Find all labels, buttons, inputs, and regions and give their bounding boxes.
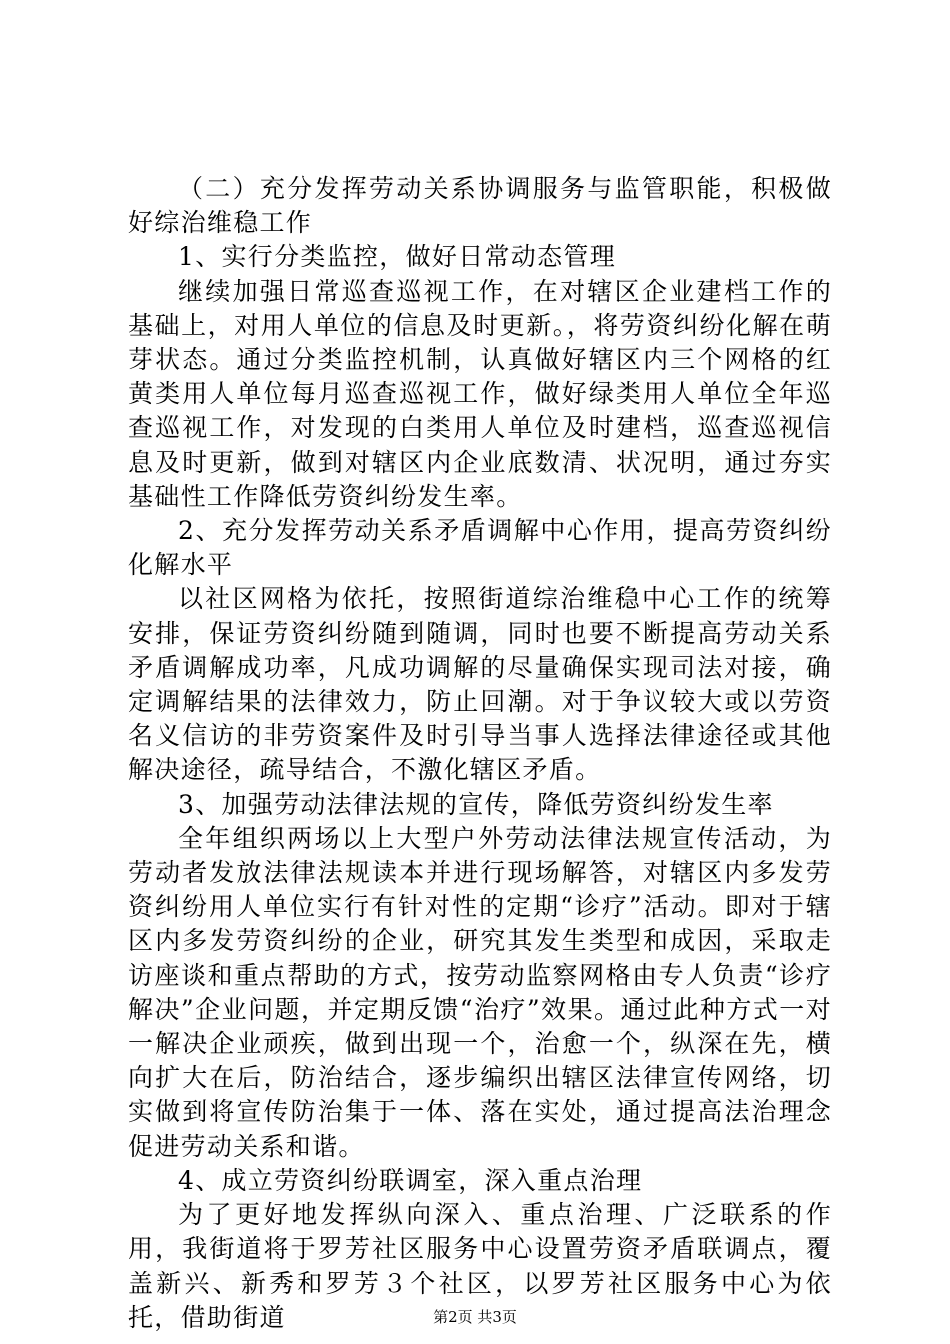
body-paragraph: 全年组织两场以上大型户外劳动法律法规宣传活动，为劳动者发放法律法规读本并进行现场解答，对辖区内多发劳资纠纷用人单位实行有针对性的定期“诊疗”活动。即对于辖区内多发劳资纠纷的企业，研究其发生类型和成因，采取走访座谈和重点帮助的方式，按劳动监察网格由专人负责“诊疗解决”企业问题，并定期反馈“治疗”效果。通过此种方式一对一解决企业顽疾，做到出现一个，治愈一个，纵深在先，横向扩大在后，防治结合，逐步编织出辖区法律宣传网络，切实做到将宣传防治集于一体、落在实处，通过提高法治理念促进劳动关系和谐。: [128, 823, 832, 1161]
body-paragraph: 继续加强日常巡查巡视工作，在对辖区企业建档工作的基础上，对用人单位的信息及时更新。，将劳资纠纷化解在萌芽状态。通过分类监控机制，认真做好辖区内三个网格的红黄类用人单位每月巡查巡视工作，做好绿类用人单位全年巡查巡视工作，对发现的白类用人单位及时建档，巡查巡视信息及时更新，做到对辖区内企业底数清、状况明，通过夯实基础性工作降低劳资纠纷发生率。: [128, 276, 832, 511]
body-paragraph: 以社区网格为依托，按照街道综治维稳中心工作的统筹安排，保证劳资纠纷随到随调，同时也要不断提高劳动关系矛盾调解成功率，凡成功调解的尽量确保实现司法对接，确定调解结果的法律效力，防止回潮。对于争议较大或以劳资名义信访的非劳资案件及时引导当事人选择法律途径或其他解决途径，疏导结合，不激化辖区矛盾。: [128, 584, 832, 785]
body-paragraph: 为了更好地发挥纵向深入、重点治理、广泛联系的作用，我街道将于罗芳社区服务中心设置劳资矛盾联调点，覆盖新兴、新秀和罗芳３个社区，以罗芳社区服务中心为依托，借助街道: [128, 1200, 832, 1332]
item-heading: 1、实行分类监控，做好日常动态管理: [178, 242, 617, 272]
section-heading: （二）充分发挥劳动关系协调服务与监管职能，积极做好综治维稳工作: [128, 174, 832, 238]
item-heading: 3、加强劳动法律法规的宣传，降低劳资纠纷发生率: [178, 789, 774, 819]
page-footer: 第2页 共3页: [433, 1308, 517, 1326]
item-heading: 4、成立劳资纠纷联调室，深入重点治理: [178, 1165, 643, 1195]
item-heading: 2、充分发挥劳动关系矛盾调解中心作用，提高劳资纠纷化解水平: [128, 516, 832, 580]
document-body: [128, 172, 832, 1335]
